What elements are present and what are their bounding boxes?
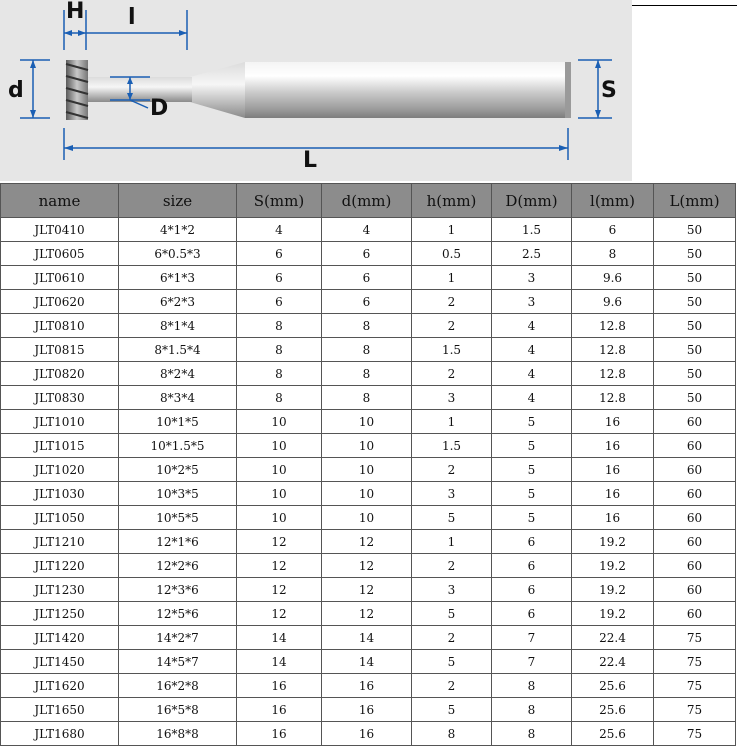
table-cell: 6 bbox=[237, 290, 322, 314]
table-cell: 2 bbox=[412, 674, 492, 698]
table-cell: 6 bbox=[572, 218, 654, 242]
table-cell: 5 bbox=[492, 434, 572, 458]
table-cell: 6 bbox=[237, 242, 322, 266]
taper bbox=[190, 62, 245, 118]
table-cell: 10*3*5 bbox=[119, 482, 237, 506]
table-cell: 2 bbox=[412, 314, 492, 338]
table-cell: JLT1680 bbox=[1, 722, 119, 746]
column-header: h(mm) bbox=[412, 184, 492, 218]
table-cell: 12*1*6 bbox=[119, 530, 237, 554]
table-cell: 22.4 bbox=[572, 650, 654, 674]
table-cell: 3 bbox=[412, 386, 492, 410]
table-cell: 19.2 bbox=[572, 602, 654, 626]
dimension-label-H: H bbox=[66, 0, 85, 24]
table-cell: JLT1220 bbox=[1, 554, 119, 578]
table-row bbox=[1, 458, 736, 482]
table-cell: 5 bbox=[492, 458, 572, 482]
table-cell: 8 bbox=[322, 314, 412, 338]
table-cell: 4 bbox=[237, 218, 322, 242]
table-row bbox=[1, 434, 736, 458]
spec-table bbox=[0, 183, 736, 746]
table-cell: 6*2*3 bbox=[119, 290, 237, 314]
table-cell: 10 bbox=[322, 434, 412, 458]
table-header-row bbox=[1, 184, 736, 218]
table-row bbox=[1, 386, 736, 410]
table-cell: 75 bbox=[654, 626, 736, 650]
table-row bbox=[1, 602, 736, 626]
table-cell: 6 bbox=[492, 554, 572, 578]
table-cell: JLT0815 bbox=[1, 338, 119, 362]
table-cell: 8 bbox=[492, 674, 572, 698]
table-cell: JLT0410 bbox=[1, 218, 119, 242]
table-cell: JLT1650 bbox=[1, 698, 119, 722]
table-cell: 16 bbox=[322, 698, 412, 722]
table-cell: 3 bbox=[492, 290, 572, 314]
top-divider bbox=[632, 5, 737, 6]
table-cell: 16*2*8 bbox=[119, 674, 237, 698]
table-cell: 60 bbox=[654, 458, 736, 482]
table-cell: 19.2 bbox=[572, 554, 654, 578]
table-cell: 5 bbox=[412, 602, 492, 626]
table-cell: 6*1*3 bbox=[119, 266, 237, 290]
table-cell: 2 bbox=[412, 626, 492, 650]
column-header: d(mm) bbox=[322, 184, 412, 218]
table-row bbox=[1, 242, 736, 266]
table-cell: JLT1050 bbox=[1, 506, 119, 530]
table-cell: 6 bbox=[492, 578, 572, 602]
tool-dimension-diagram bbox=[0, 0, 632, 181]
neck bbox=[88, 77, 192, 102]
table-cell: 14 bbox=[237, 626, 322, 650]
table-cell: 16*8*8 bbox=[119, 722, 237, 746]
table-cell: 4 bbox=[492, 386, 572, 410]
table-cell: 1 bbox=[412, 530, 492, 554]
table-cell: 60 bbox=[654, 410, 736, 434]
table-cell: 14 bbox=[322, 650, 412, 674]
table-cell: JLT1230 bbox=[1, 578, 119, 602]
table-cell: 1 bbox=[412, 266, 492, 290]
table-cell: 3 bbox=[492, 266, 572, 290]
table-cell: JLT0605 bbox=[1, 242, 119, 266]
table-cell: JLT1030 bbox=[1, 482, 119, 506]
table-cell: 16 bbox=[322, 674, 412, 698]
column-header: L(mm) bbox=[654, 184, 736, 218]
table-cell: 12.8 bbox=[572, 314, 654, 338]
table-cell: 8*1*4 bbox=[119, 314, 237, 338]
table-row bbox=[1, 362, 736, 386]
column-header: name bbox=[1, 184, 119, 218]
table-cell: 12*2*6 bbox=[119, 554, 237, 578]
table-row bbox=[1, 554, 736, 578]
table-cell: 75 bbox=[654, 698, 736, 722]
table-cell: 3 bbox=[412, 578, 492, 602]
table-cell: 12 bbox=[322, 554, 412, 578]
table-cell: 12.8 bbox=[572, 338, 654, 362]
table-cell: 60 bbox=[654, 602, 736, 626]
table-cell: 7 bbox=[492, 626, 572, 650]
table-cell: 8 bbox=[237, 386, 322, 410]
table-cell: 8 bbox=[492, 698, 572, 722]
table-cell: 6*0.5*3 bbox=[119, 242, 237, 266]
table-cell: 4 bbox=[322, 218, 412, 242]
table-row bbox=[1, 578, 736, 602]
table-cell: 16 bbox=[237, 722, 322, 746]
table-cell: 8 bbox=[237, 362, 322, 386]
table-cell: JLT0610 bbox=[1, 266, 119, 290]
table-cell: 14 bbox=[237, 650, 322, 674]
table-cell: 1.5 bbox=[412, 338, 492, 362]
table-row bbox=[1, 218, 736, 242]
dimension-label-l: l bbox=[128, 5, 136, 30]
table-cell: JLT1010 bbox=[1, 410, 119, 434]
table-cell: 10*1*5 bbox=[119, 410, 237, 434]
table-cell: 10*1.5*5 bbox=[119, 434, 237, 458]
table-cell: 6 bbox=[237, 266, 322, 290]
table-cell: 50 bbox=[654, 386, 736, 410]
table-cell: 2.5 bbox=[492, 242, 572, 266]
table-cell: 5 bbox=[412, 506, 492, 530]
table-cell: 10 bbox=[322, 506, 412, 530]
table-row bbox=[1, 410, 736, 434]
table-cell: JLT1620 bbox=[1, 674, 119, 698]
table-cell: 60 bbox=[654, 578, 736, 602]
table-cell: JLT1450 bbox=[1, 650, 119, 674]
table-cell: 1 bbox=[412, 410, 492, 434]
table-cell: 10 bbox=[237, 434, 322, 458]
table-cell: 60 bbox=[654, 482, 736, 506]
table-cell: 5 bbox=[492, 410, 572, 434]
table-cell: 75 bbox=[654, 722, 736, 746]
table-row bbox=[1, 506, 736, 530]
table-cell: 8 bbox=[237, 314, 322, 338]
dimension-label-d: d bbox=[8, 78, 24, 103]
table-cell: 1.5 bbox=[492, 218, 572, 242]
table-cell: 25.6 bbox=[572, 698, 654, 722]
table-cell: 2 bbox=[412, 290, 492, 314]
table-cell: 12 bbox=[237, 578, 322, 602]
table-cell: 75 bbox=[654, 674, 736, 698]
table-cell: 12*3*6 bbox=[119, 578, 237, 602]
table-cell: 10 bbox=[237, 482, 322, 506]
table-cell: 8 bbox=[322, 386, 412, 410]
table-cell: JLT0830 bbox=[1, 386, 119, 410]
table-cell: 12*5*6 bbox=[119, 602, 237, 626]
table-cell: 3 bbox=[412, 482, 492, 506]
table-cell: 10*5*5 bbox=[119, 506, 237, 530]
table-cell: 75 bbox=[654, 650, 736, 674]
table-cell: 12.8 bbox=[572, 386, 654, 410]
table-cell: 16 bbox=[572, 410, 654, 434]
table-cell: 50 bbox=[654, 266, 736, 290]
table-cell: 60 bbox=[654, 434, 736, 458]
table-cell: 6 bbox=[322, 290, 412, 314]
table-cell: 12 bbox=[322, 578, 412, 602]
table-cell: 25.6 bbox=[572, 722, 654, 746]
table-cell: 2 bbox=[412, 554, 492, 578]
table-row bbox=[1, 674, 736, 698]
table-cell: 16 bbox=[572, 434, 654, 458]
table-cell: 8 bbox=[237, 338, 322, 362]
table-cell: 10*2*5 bbox=[119, 458, 237, 482]
table-cell: 8 bbox=[322, 362, 412, 386]
table-cell: 12.8 bbox=[572, 362, 654, 386]
table-cell: 6 bbox=[492, 602, 572, 626]
table-cell: 16 bbox=[237, 698, 322, 722]
table-cell: 4*1*2 bbox=[119, 218, 237, 242]
table-row bbox=[1, 290, 736, 314]
table-cell: JLT0820 bbox=[1, 362, 119, 386]
table-row bbox=[1, 314, 736, 338]
table-cell: 16 bbox=[322, 722, 412, 746]
table-cell: 10 bbox=[237, 458, 322, 482]
table-cell: JLT0810 bbox=[1, 314, 119, 338]
table-cell: 4 bbox=[492, 314, 572, 338]
table-cell: 5 bbox=[412, 650, 492, 674]
table-cell: 8 bbox=[572, 242, 654, 266]
table-cell: 60 bbox=[654, 530, 736, 554]
dimension-label-L: L bbox=[303, 148, 318, 173]
table-cell: 8*3*4 bbox=[119, 386, 237, 410]
table-cell: 4 bbox=[492, 362, 572, 386]
table-cell: 2 bbox=[412, 458, 492, 482]
table-cell: 19.2 bbox=[572, 530, 654, 554]
table-cell: 1.5 bbox=[412, 434, 492, 458]
table-cell: 16 bbox=[572, 482, 654, 506]
table-cell: 10 bbox=[237, 506, 322, 530]
table-cell: 6 bbox=[322, 242, 412, 266]
table-row bbox=[1, 530, 736, 554]
table-cell: 50 bbox=[654, 242, 736, 266]
table-cell: 22.4 bbox=[572, 626, 654, 650]
table-body bbox=[1, 218, 736, 746]
table-row bbox=[1, 650, 736, 674]
table-cell: 0.5 bbox=[412, 242, 492, 266]
column-header: size bbox=[119, 184, 237, 218]
table-cell: JLT1015 bbox=[1, 434, 119, 458]
table-cell: 50 bbox=[654, 338, 736, 362]
table-cell: 8 bbox=[412, 722, 492, 746]
table-cell: 7 bbox=[492, 650, 572, 674]
table-cell: 10 bbox=[322, 458, 412, 482]
table-cell: 16 bbox=[237, 674, 322, 698]
table-cell: 60 bbox=[654, 554, 736, 578]
table-cell: 12 bbox=[322, 602, 412, 626]
table-cell: 14*2*7 bbox=[119, 626, 237, 650]
table-cell: 8*1.5*4 bbox=[119, 338, 237, 362]
table-cell: 14 bbox=[322, 626, 412, 650]
table-cell: 60 bbox=[654, 506, 736, 530]
dimension-label-S: S bbox=[601, 78, 617, 103]
table-cell: JLT1420 bbox=[1, 626, 119, 650]
table-cell: 5 bbox=[492, 506, 572, 530]
column-header: S(mm) bbox=[237, 184, 322, 218]
table-cell: 16 bbox=[572, 458, 654, 482]
column-header: l(mm) bbox=[572, 184, 654, 218]
table-cell: 8 bbox=[492, 722, 572, 746]
table-cell: JLT0620 bbox=[1, 290, 119, 314]
table-cell: 25.6 bbox=[572, 674, 654, 698]
shank bbox=[245, 62, 570, 118]
table-cell: 12 bbox=[237, 530, 322, 554]
table-cell: JLT1020 bbox=[1, 458, 119, 482]
table-cell: 16*5*8 bbox=[119, 698, 237, 722]
column-header: D(mm) bbox=[492, 184, 572, 218]
table-cell: 6 bbox=[492, 530, 572, 554]
table-cell: 9.6 bbox=[572, 266, 654, 290]
table-cell: 10 bbox=[322, 482, 412, 506]
table-cell: JLT1210 bbox=[1, 530, 119, 554]
table-cell: JLT1250 bbox=[1, 602, 119, 626]
table-row bbox=[1, 626, 736, 650]
table-cell: 12 bbox=[237, 602, 322, 626]
table-cell: 50 bbox=[654, 362, 736, 386]
dimension-label-D: D bbox=[150, 96, 169, 121]
table-cell: 16 bbox=[572, 506, 654, 530]
table-cell: 4 bbox=[492, 338, 572, 362]
table-cell: 6 bbox=[322, 266, 412, 290]
table-cell: 10 bbox=[237, 410, 322, 434]
table-cell: 5 bbox=[412, 698, 492, 722]
table-cell: 8 bbox=[322, 338, 412, 362]
table-cell: 9.6 bbox=[572, 290, 654, 314]
table-row bbox=[1, 266, 736, 290]
table-cell: 12 bbox=[322, 530, 412, 554]
table-cell: 50 bbox=[654, 314, 736, 338]
table-cell: 12 bbox=[237, 554, 322, 578]
table-cell: 50 bbox=[654, 290, 736, 314]
table-cell: 50 bbox=[654, 218, 736, 242]
table-row bbox=[1, 698, 736, 722]
table-cell: 5 bbox=[492, 482, 572, 506]
table-cell: 10 bbox=[322, 410, 412, 434]
table-row bbox=[1, 338, 736, 362]
table-row bbox=[1, 482, 736, 506]
table-cell: 19.2 bbox=[572, 578, 654, 602]
table-row bbox=[1, 722, 736, 746]
table-cell: 14*5*7 bbox=[119, 650, 237, 674]
table-cell: 8*2*4 bbox=[119, 362, 237, 386]
table-cell: 2 bbox=[412, 362, 492, 386]
table-cell: 1 bbox=[412, 218, 492, 242]
